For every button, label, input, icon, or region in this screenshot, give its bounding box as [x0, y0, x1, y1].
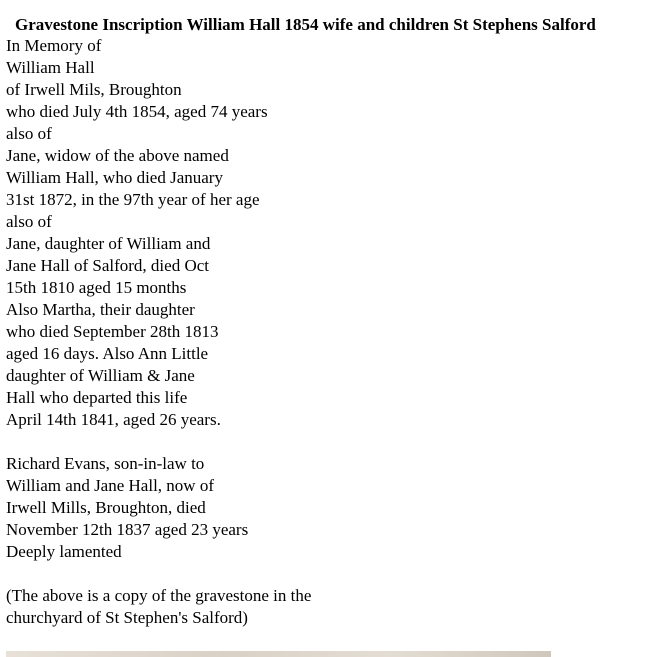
inscription-line: who died July 4th 1854, aged 74 years: [6, 102, 268, 121]
inscription-line: daughter of William & Jane: [6, 366, 195, 385]
inscription-line: November 12th 1837 aged 23 years: [6, 520, 249, 539]
inscription-line: Jane, daughter of William and: [6, 234, 211, 253]
inscription-line: In Memory of: [6, 36, 102, 55]
gravestone-photo-top-edge: [6, 651, 551, 657]
inscription-line: Also Martha, their daughter: [6, 300, 195, 319]
paragraph-gap: [6, 563, 311, 585]
inscription-line: Jane, widow of the above named: [6, 146, 229, 165]
inscription-text: [6, 35, 311, 629]
inscription-line: also of: [6, 124, 52, 143]
inscription-line: of Irwell Mils, Broughton: [6, 80, 182, 99]
page-title: Gravestone Inscription William Hall 1854 wife and children St Stephens Salford: [15, 15, 596, 34]
transcription-note: [6, 585, 311, 629]
inscription-line: who died September 28th 1813: [6, 322, 219, 341]
inscription-block-evans: [6, 453, 311, 563]
paragraph-gap: [6, 431, 311, 453]
inscription-line: also of: [6, 212, 52, 231]
note-line: churchyard of St Stephen's Salford): [6, 608, 248, 627]
inscription-line: April 14th 1841, aged 26 years.: [6, 410, 221, 429]
note-line: (The above is a copy of the gravestone in the: [6, 586, 312, 605]
inscription-line: William Hall, who died January: [6, 168, 223, 187]
inscription-line: Richard Evans, son-in-law to: [6, 454, 205, 473]
inscription-line: Jane Hall of Salford, died Oct: [6, 256, 209, 275]
inscription-line: William Hall: [6, 58, 95, 77]
inscription-line: William and Jane Hall, now of: [6, 476, 214, 495]
inscription-line: 15th 1810 aged 15 months: [6, 278, 187, 297]
inscription-line: Hall who departed this life: [6, 388, 188, 407]
inscription-line: Irwell Mills, Broughton, died: [6, 498, 206, 517]
inscription-line: aged 16 days. Also Ann Little: [6, 344, 209, 363]
inscription-line: 31st 1872, in the 97th year of her age: [6, 190, 260, 209]
inscription-block-main: [6, 35, 311, 431]
inscription-line: Deeply lamented: [6, 542, 122, 561]
